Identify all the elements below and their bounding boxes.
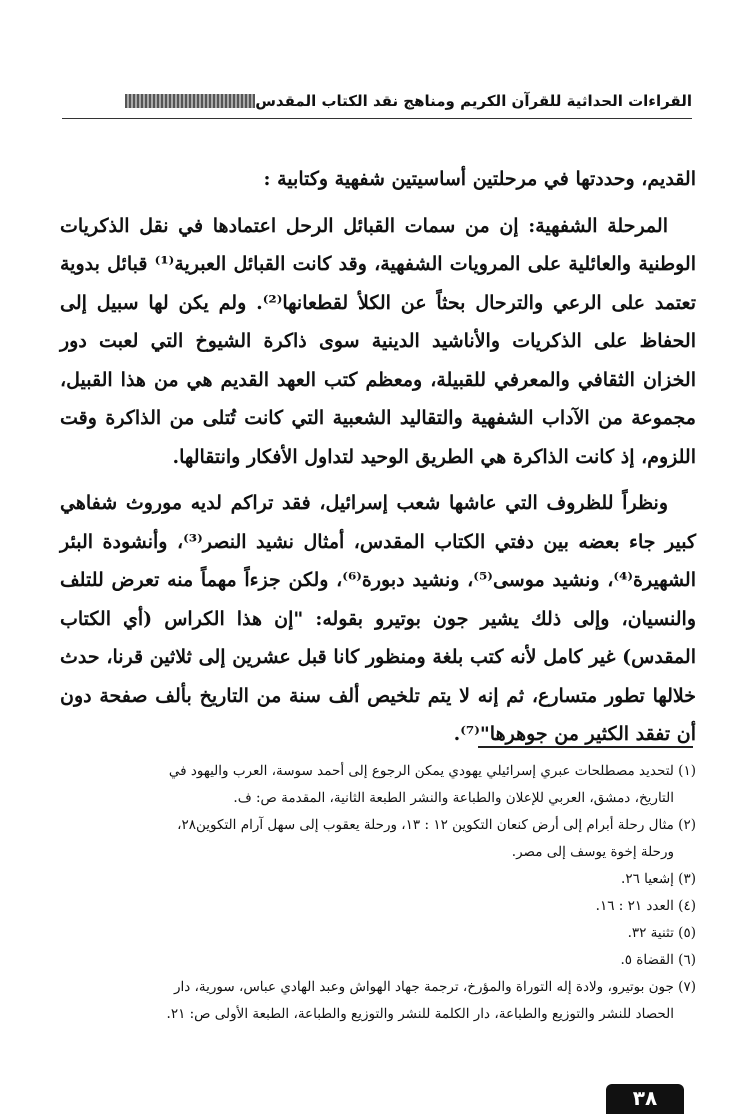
body-text bbox=[60, 160, 696, 762]
footnote bbox=[60, 920, 696, 947]
footnote bbox=[60, 974, 696, 1028]
footnote-text: (١) لتحديد مصطلحات عبري إسرائيلي يهودي يمكن الرجوع إلى أحمد سوسة، العرب واليهود في bbox=[168, 763, 696, 779]
page-number: ٣٨ bbox=[606, 1084, 684, 1114]
running-header bbox=[62, 88, 692, 114]
footnotes bbox=[60, 758, 696, 1028]
footnote-continuation: ورحلة إخوة يوسف إلى مصر. bbox=[511, 844, 674, 860]
footnote bbox=[60, 947, 696, 974]
paragraph: القديم، وحددتها في مرحلتين أساسيتين شفهية وكتابية : bbox=[263, 168, 696, 190]
footnote bbox=[60, 812, 696, 866]
header-rule bbox=[62, 118, 692, 119]
footnote-text: (٢) مثال رحلة أبرام إلى أرض كنعان التكوين ١٢ : ١٣، ورحلة يعقوب إلى سهل آرام التكوين٢٨، bbox=[177, 817, 696, 833]
footnote-text: (٧) جون بوتيرو، ولادة إله التوراة والمؤرخ، ترجمة جهاد الهواش وعبد الهادي عباس، سورية، دار bbox=[173, 979, 696, 995]
running-header-title: القراءات الحداثية للقرآن الكريم ومناهج نقد الكتاب المقدس bbox=[255, 92, 692, 110]
footnote-text: (٥) تثنية ٣٢. bbox=[627, 925, 696, 941]
footnote-separator bbox=[478, 746, 693, 748]
footnote-continuation: الحصاد للنشر والتوزيع والطباعة، دار الكلمة للنشر والتوزيع والطباعة، الطبعة الأولى ص: ٢١. bbox=[166, 1006, 674, 1022]
footnote bbox=[60, 893, 696, 920]
footnote-text: (٣) إشعيا ٢٦. bbox=[621, 871, 696, 887]
footnote-text: (٦) القضاة ٥. bbox=[620, 952, 696, 968]
footnote bbox=[60, 758, 696, 812]
header-decorative-bar bbox=[125, 94, 255, 108]
footnote-continuation: التاريخ، دمشق، العربي للإعلان والطباعة والنشر الطبعة الثانية، المقدمة ص: ف. bbox=[233, 790, 674, 806]
footnote bbox=[60, 866, 696, 893]
paragraph: المرحلة الشفهية: إن من سمات القبائل الرحل اعتمادها في نقل الذكريات الوطنية والعائلية على المرويات الشفهية، وقد كانت القبائل العبرية⁽¹⁾ قبائل بدوية تعتمد على الرعي والترحال بحثاً عن الكلأ لقطعانها⁽²⁾. ولم يكن لها سبيل إلى الحفاظ على الذكريات والأناشيد الدينية سوى ذاكرة الشيوخ التي لعبت دور الخزان الثقافي والمعرفي للقبيلة، ومعظم كتب العهد القديم هي من هذا القبيل، مجموعة من الآداب الشفهية والتقاليد الشعبية التي كانت تُتلى من الذاكرة وقت اللزوم، إذ كانت الذاكرة هي الطريق الوحيد لتداول الأفكار وانتقالها. bbox=[60, 214, 696, 468]
paragraph: ونظراً للظروف التي عاشها شعب إسرائيل، فقد تراكم لديه موروث شفاهي كبير جاء بعضه بين دفتي الكتاب المقدس، أمثال نشيد النصر⁽³⁾، وأنشودة البئر الشهيرة⁽⁴⁾، ونشيد موسى⁽⁵⁾، ونشيد دبورة⁽⁶⁾، ولكن جزءاً مهماً منه تعرض للتلف والنسيان، وإلى ذلك يشير جون بوتيرو بقوله: "إن هذا الكراس (أي الكتاب المقدس) غير كامل لأنه كتب بلغة ومنظور كانا قبل عشرين إلى ثلاثين قرنا، حدث خلالها تطور متسارع، ثم إنه لا يتم تلخيص ألف سنة من التاريخ بألف صفحة دون أن تفقد الكثير من جوهرها"⁽⁷⁾. bbox=[60, 492, 696, 745]
footnote-text: (٤) العدد ٢١ : ١٦. bbox=[595, 898, 696, 914]
